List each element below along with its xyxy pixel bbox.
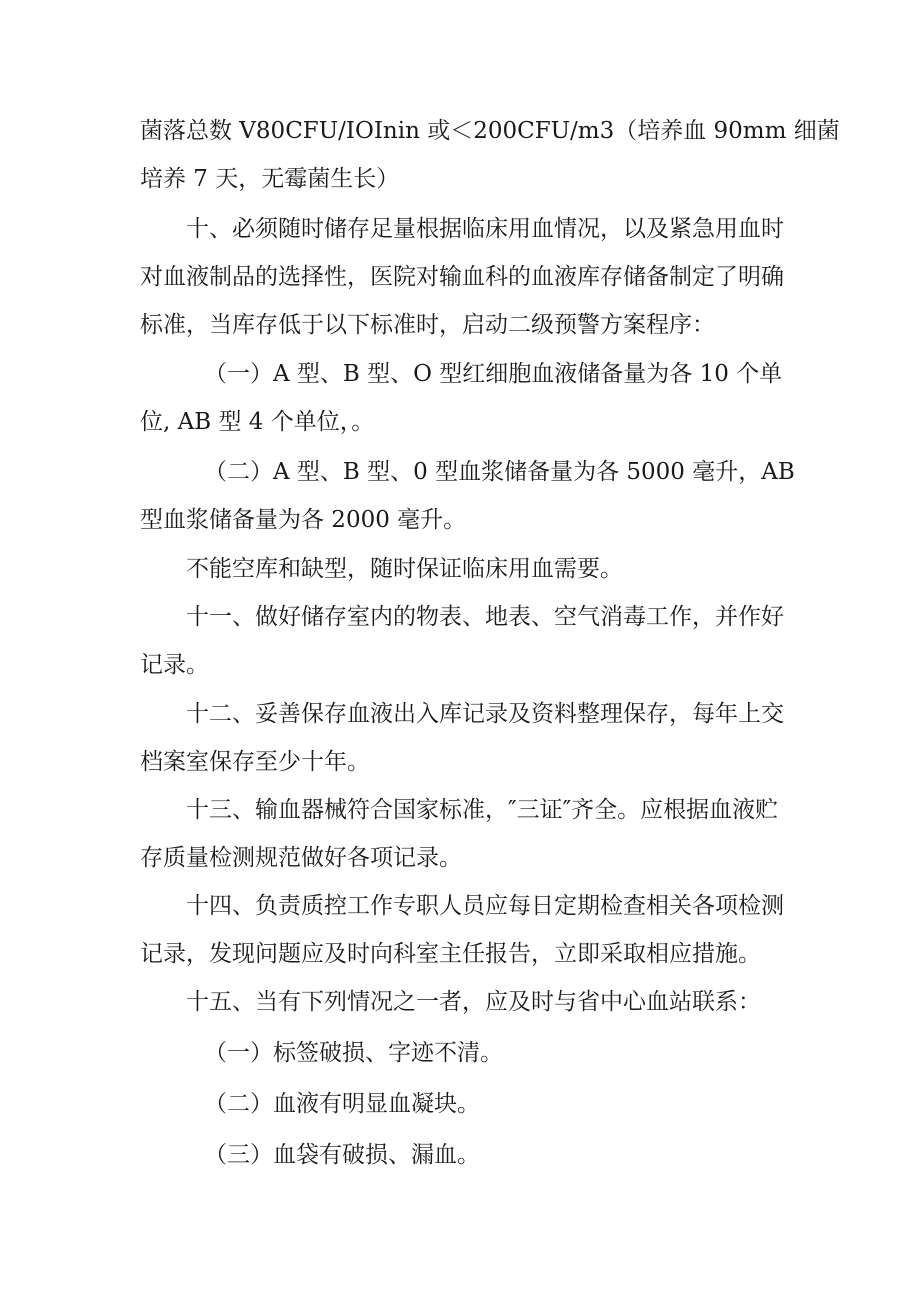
text-line: 十二、妥善保存血液出入库记录及资料整理保存，每年上交 [186, 701, 784, 727]
text-line: 不能空库和缺型，随时保证临床用血需要。 [186, 556, 623, 582]
text-line: 标准，当库存低于以下标准时，启动二级预警方案程序： [140, 312, 715, 338]
text-line: 菌落总数 V80CFU/IOInin 或＜200CFU/m3（培养血 90mm 细菌 [140, 118, 840, 144]
paragraph-red-cell-reserve [140, 350, 790, 446]
text-line: （二）A 型、B 型、0 型血浆储备量为各 5000 毫升，AB [204, 459, 795, 485]
paragraph-item-15 [140, 978, 790, 1026]
text-line: 型血浆储备量为各 2000 毫升。 [140, 507, 467, 533]
text-line: （三）血袋有破损、漏血。 [204, 1142, 480, 1168]
text-line: 十四、负责质控工作专职人员应每日定期检查相关各项检测 [186, 893, 784, 919]
text-line: （二）血液有明显血凝块。 [204, 1091, 480, 1117]
text-line: 记录，发现问题应及时向科室主任报告，立即采取相应措施。 [140, 941, 761, 967]
paragraph-item-10 [140, 205, 790, 349]
text-line: 十、必须随时储存足量根据临床用血情况，以及紧急用血时 [186, 216, 784, 242]
paragraph-item-13 [140, 786, 790, 882]
text-line: （一）A 型、B 型、O 型红细胞血液储备量为各 10 个单 [204, 361, 783, 387]
paragraph-bag-leak [140, 1131, 790, 1179]
paragraph-clots [140, 1080, 790, 1128]
paragraph-item-12 [140, 690, 790, 786]
paragraph-plasma-reserve [140, 448, 795, 544]
paragraph-no-empty-stock [140, 545, 790, 593]
paragraph-label-damage [140, 1029, 790, 1077]
text-line: 档案室保存至少十年。 [140, 749, 370, 775]
text-line: 十五、当有下列情况之一者，应及时与省中心血站联系： [186, 989, 761, 1015]
text-line: 存质量检测规范做好各项记录。 [140, 845, 462, 871]
text-line: 对血液制品的选择性，医院对输血科的血液库存储备制定了明确 [140, 264, 784, 290]
text-line: 培养 7 天，无霉菌生长） [140, 166, 400, 192]
text-line: （一）标签破损、字迹不清。 [204, 1040, 503, 1066]
paragraph-colony-count [140, 107, 840, 203]
text-line: 位, AB 型 4 个单位，。 [140, 409, 375, 435]
paragraph-item-11 [140, 593, 790, 689]
text-line: 十三、输血器械符合国家标准，″三证″齐全。应根据血液贮 [186, 797, 779, 823]
text-line: 十一、做好储存室内的物表、地表、空气消毒工作，并作好 [186, 604, 784, 630]
text-line: 记录。 [140, 652, 209, 678]
paragraph-item-14 [140, 882, 790, 978]
